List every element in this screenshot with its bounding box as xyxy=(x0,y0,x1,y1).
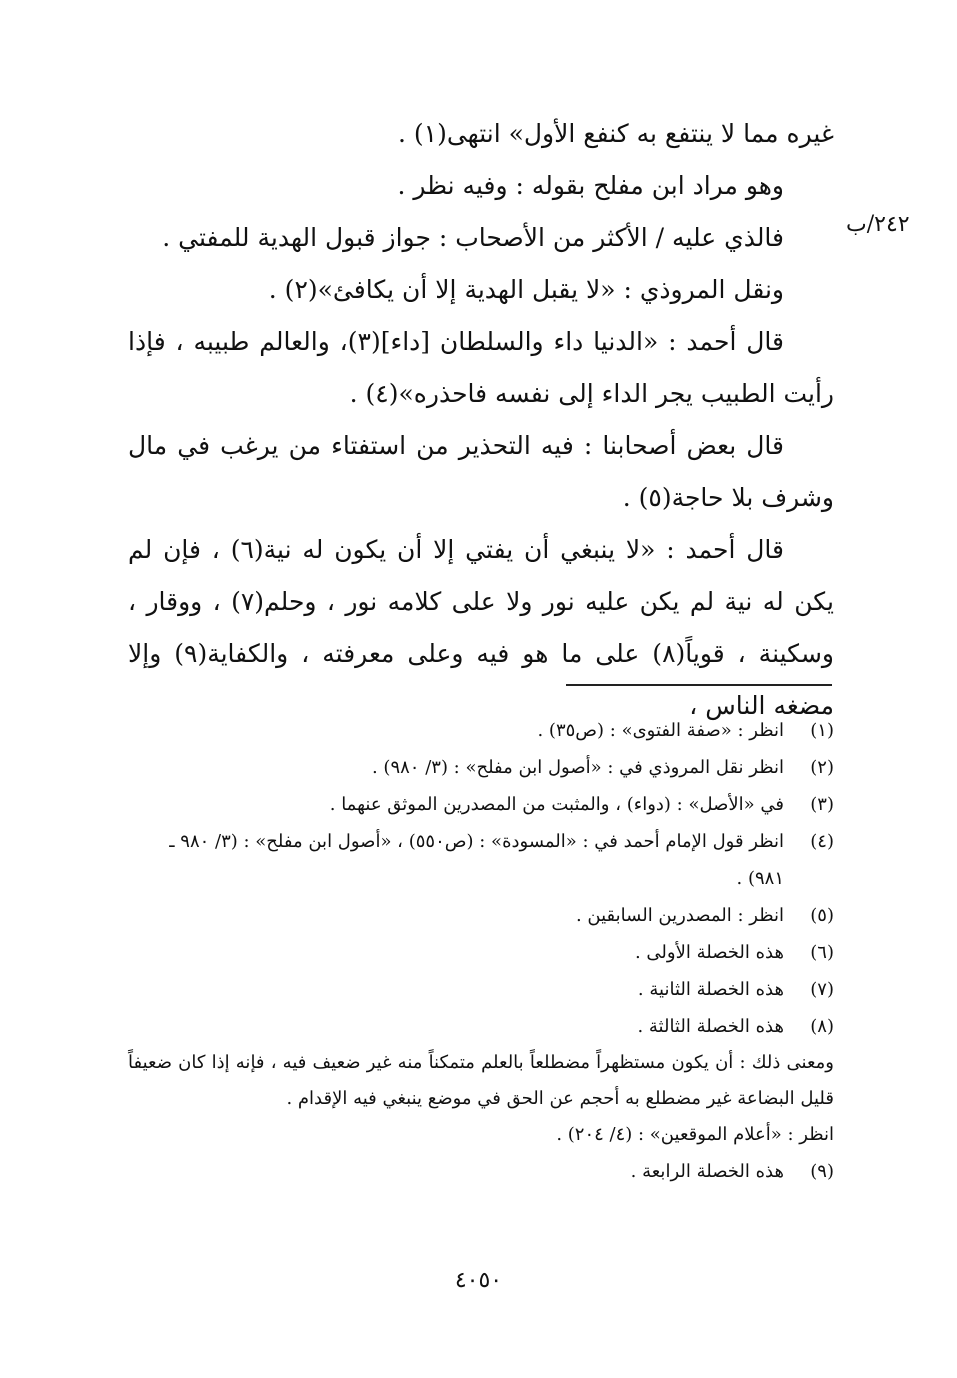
footnote-text: هذه الخصلة الثالثة . xyxy=(637,1016,784,1037)
footnote-number: (٦) xyxy=(810,942,834,963)
footnote-text: انظر : المصدرين السابقين . xyxy=(575,905,784,926)
footnote-separator-rule xyxy=(566,684,832,686)
footnote-text: هذه الخصلة الثانية . xyxy=(637,979,784,1000)
footnote-number: (١) xyxy=(810,720,834,741)
paragraph-4: ونقل المروذي : «لا يقبل الهدية إلا أن يكافئ»(٢) . xyxy=(268,275,784,304)
footnote-text: هذه الخصلة الأولى . xyxy=(634,942,784,963)
footnote-text: انظر نقل المروذي في : «أصول ابن مفلح» : (٣/ ٩٨٠) . xyxy=(371,757,784,778)
paragraph-3: فالذي عليه / الأكثر من الأصحاب : جواز قبول الهدية للمفتي . xyxy=(162,223,784,252)
footnote-8 xyxy=(128,1008,834,1045)
footnote-3 xyxy=(128,786,834,823)
footnote-9 xyxy=(128,1153,834,1190)
footnote-number: (٤) xyxy=(810,831,834,852)
paragraph-6: قال بعض أصحابنا : فيه التحذير من استفتاء من يرغب في مال وشرف بلا حاجة(٥) . xyxy=(128,431,834,512)
footnote-6 xyxy=(128,934,834,971)
footnote-1 xyxy=(128,712,834,749)
footnote-text: في «الأصل» : (دواء) ، والمثبت من المصدرين الموثق عنهما . xyxy=(329,794,784,815)
main-text-body xyxy=(128,108,834,732)
footnote-number: (٢) xyxy=(810,757,834,778)
footnote-number: (٩) xyxy=(810,1161,834,1182)
paragraph-5: قال أحمد : «الدنيا داء والسلطان [داء](٣)، والعالم طبيبه ، فإذا رأيت الطبيب يجر الداء إلى نفسه فاحذره»(٤) . xyxy=(128,327,834,408)
paragraph-2: وهو مراد ابن مفلح بقوله : وفيه نظر . xyxy=(397,171,784,200)
footnote-7 xyxy=(128,971,834,1008)
footnote-5 xyxy=(128,897,834,934)
paragraph-7: قال أحمد : «لا ينبغي أن يفتي إلا أن يكون له نية(٦) ، فإن لم يكن له نية لم يكن عليه نور ولا على كلامه نور ، وحلم(٧) ، ووقار ، وسكينة ، قوياً(٨) على ما هو فيه وعلى معرفته ، والكفاية(٩) وإلا مضغه الناس ، xyxy=(128,535,835,720)
footnote-text: انظر قول الإمام أحمد في : «المسودة» : (ص٥٥٠) ، «أصول ابن مفلح» : (٣/ ٩٨٠ ـ ٩٨١) . xyxy=(169,831,784,889)
page-number: ٤٠٥٠ xyxy=(454,1268,503,1293)
footnote-2 xyxy=(128,749,834,786)
footnote-8-explanation: ومعنى ذلك : أن يكون مستظهراً مضطلعاً بالعلم متمكناً منه غير ضعيف فيه ، فإنه إذا كان ضعيفاً قليل البضاعة غير مضطلع به أحجم عن الحق في موضع ينبغي فيه الإقدام . xyxy=(128,1052,834,1109)
paragraph-1: غيره مما لا ينتفع به كنفع الأول» انتهى(١) . xyxy=(397,119,834,148)
footnote-4 xyxy=(128,823,834,897)
footnote-number: (٣) xyxy=(810,794,834,815)
footnote-8-reference: انظر : «أعلام الموقعين» : (٤/ ٢٠٤) . xyxy=(556,1124,834,1145)
footnote-text: انظر : «صفة الفتوى» : (ص٣٥) . xyxy=(537,720,784,741)
margin-folio-note: ٢٤٢/ب xyxy=(846,212,910,237)
footnote-number: (٥) xyxy=(810,905,834,926)
footnote-text: هذه الخصلة الرابعة . xyxy=(630,1161,784,1182)
footnotes-section xyxy=(128,712,834,1190)
footnote-number: (٧) xyxy=(810,979,834,1000)
footnote-number: (٨) xyxy=(810,1016,834,1037)
